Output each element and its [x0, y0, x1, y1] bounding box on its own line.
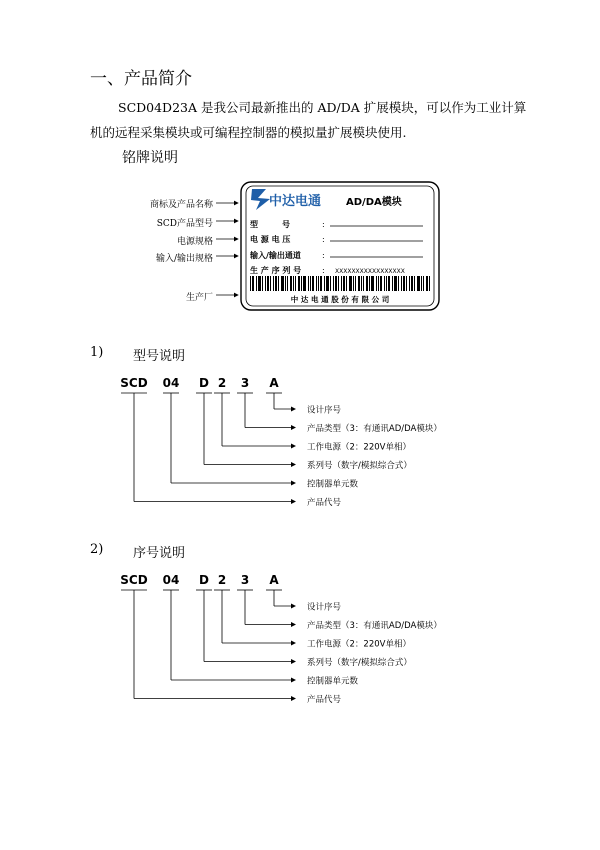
barcode-bar [303, 276, 306, 291]
barcode-bar [312, 276, 314, 291]
barcode-bar [366, 276, 368, 291]
callout-manufacturer: 生产厂 [185, 293, 213, 303]
barcode-bar [335, 276, 337, 291]
arrow-icon [291, 407, 296, 412]
barcode-bar [310, 276, 311, 291]
barcode-bar [333, 276, 334, 291]
field-label-io: 输入/输出通道 [250, 251, 301, 260]
barcode-bar [409, 276, 410, 291]
code-description: 设计序号 [307, 405, 342, 416]
barcode-bar [392, 276, 393, 291]
product-name: AD/DA模块 [346, 197, 402, 208]
code-description: 控制器单元数 [307, 479, 359, 490]
barcode-bar [429, 276, 430, 291]
arrow-icon [291, 604, 296, 609]
nameplate-heading: 铭牌说明 [122, 150, 178, 166]
intro-paragraph: SCD04D23A 是我公司最新推出的 AD/DA 扩展模块，可以作为工业计算机的远程采集模块或可编程控制器的模拟量扩展模块使用. [90, 100, 527, 140]
arrow-icon [291, 425, 296, 430]
barcode-bar [265, 276, 266, 291]
barcode-bar [287, 276, 288, 291]
code-segment: D [199, 376, 209, 390]
barcode-bar [376, 276, 377, 291]
barcode-bar [330, 276, 331, 291]
code-segment: 2 [217, 376, 227, 390]
code-description: 产品类型（3：有通讯AD/DA模块） [307, 621, 442, 631]
barcode-bar [273, 276, 274, 291]
code-description: 工作电源（2：220V单相） [307, 639, 411, 650]
barcode-bar [426, 276, 428, 291]
brand-name: 中达电通 [269, 194, 322, 209]
arrow-icon [291, 696, 296, 701]
arrow-icon [291, 622, 296, 627]
barcode-bar [298, 276, 300, 291]
code-segment: 3 [240, 376, 250, 390]
arrow-icon [291, 678, 296, 683]
barcode-bar [343, 276, 345, 291]
barcode-bar [401, 276, 402, 291]
code-diagram-2 [0, 562, 600, 722]
barcode-bar [406, 276, 407, 291]
barcode-bar [278, 276, 279, 291]
barcode-bar [324, 276, 325, 291]
barcode-bar [275, 276, 277, 291]
barcode-bar [386, 276, 387, 291]
manufacturer-name: 中 达 电 通 股 份 有 限 公 司 [290, 295, 390, 304]
field-sep: : [322, 251, 325, 260]
barcode-bar [316, 276, 317, 291]
barcode-bar [353, 276, 354, 291]
code-segment: SCD [120, 573, 148, 587]
barcode-bar [293, 276, 294, 291]
code-description: 工作电源（2：220V单相） [307, 442, 411, 453]
barcode-bar [346, 276, 347, 291]
barcode-bar [417, 276, 420, 291]
barcode-bar [252, 276, 254, 291]
barcode-bar [411, 276, 413, 291]
barcode-bar [384, 276, 385, 291]
barcode-bar [388, 276, 390, 291]
barcode-bar [341, 276, 342, 291]
barcode-bar [290, 276, 292, 291]
barcode-bar [421, 276, 422, 291]
barcode-bar [267, 276, 269, 291]
arrow-icon [291, 481, 296, 486]
code-description: 产品类型（3：有通讯AD/DA模块） [307, 424, 442, 434]
field-label-serial: 生 产 序 列 号 [250, 266, 302, 275]
section-2-title: 序号说明 [133, 546, 186, 561]
barcode-bar [398, 276, 399, 291]
code-segment: 2 [217, 573, 227, 587]
field-label-model: 型 号 [250, 220, 290, 229]
section-title: 一、产品简介 [90, 69, 192, 89]
code-description: 系列号（数字/模拟综合式） [307, 658, 412, 668]
barcode-bar [295, 276, 296, 291]
code-description: 产品代号 [307, 498, 342, 508]
callout-power: 电源规格 [176, 237, 213, 247]
barcode-bar [380, 276, 382, 291]
code-diagram-1 [0, 365, 600, 525]
callout-model: SCD产品型号 [156, 219, 213, 229]
barcode-bar [414, 276, 415, 291]
field-sep: : [322, 220, 325, 229]
section-1-number: 1) [90, 345, 104, 360]
barcode-bar [281, 276, 284, 291]
code-segment: A [269, 376, 279, 390]
barcode-bar [378, 276, 379, 291]
barcode-bar [318, 276, 319, 291]
barcode-bar [338, 276, 339, 291]
arrow-icon [291, 462, 296, 467]
code-description: 产品代号 [307, 695, 342, 705]
barcode-bar [308, 276, 309, 291]
field-label-power: 电 源 电 压 [250, 235, 291, 244]
barcode-bar [320, 276, 322, 291]
field-sep: : [322, 235, 325, 244]
barcode-bar [256, 276, 257, 291]
barcode-bar [250, 276, 251, 291]
serial-value: XXXXXXXXXXXXXXXXX [335, 268, 405, 275]
code-segment: A [269, 573, 279, 587]
barcode-bar [358, 276, 360, 291]
barcode-bar [326, 276, 329, 291]
field-sep: : [322, 266, 325, 275]
barcode-bar [262, 276, 263, 291]
arrow-icon [291, 659, 296, 664]
code-segment: SCD [120, 376, 148, 390]
code-segment: 04 [162, 573, 180, 587]
callout-io: 输入/输出规格 [155, 254, 213, 264]
barcode-bar [355, 276, 356, 291]
barcode-bar [369, 276, 370, 291]
arrow-icon [291, 499, 296, 504]
barcode-bar [423, 276, 424, 291]
callout-trademark: 商标及产品名称 [149, 200, 213, 210]
code-segment: D [199, 573, 209, 587]
barcode-bar [349, 276, 352, 291]
barcode-bar [403, 276, 405, 291]
barcode-bar [285, 276, 286, 291]
barcode-bar [258, 276, 261, 291]
arrow-icon [291, 641, 296, 646]
section-1-title: 型号说明 [133, 349, 186, 364]
barcode-bar [301, 276, 302, 291]
code-description: 设计序号 [307, 602, 342, 613]
section-2-number: 2) [90, 542, 104, 557]
nameplate-diagram [0, 0, 600, 330]
barcode-bar [394, 276, 397, 291]
barcode-bar [270, 276, 271, 291]
code-segment: 04 [162, 376, 180, 390]
code-segment: 3 [240, 573, 250, 587]
barcode-bar [371, 276, 374, 291]
code-description: 系列号（数字/模拟综合式） [307, 461, 412, 471]
barcode-bar [363, 276, 364, 291]
barcode-bar [361, 276, 362, 291]
arrow-icon [291, 444, 296, 449]
code-description: 控制器单元数 [307, 676, 359, 687]
